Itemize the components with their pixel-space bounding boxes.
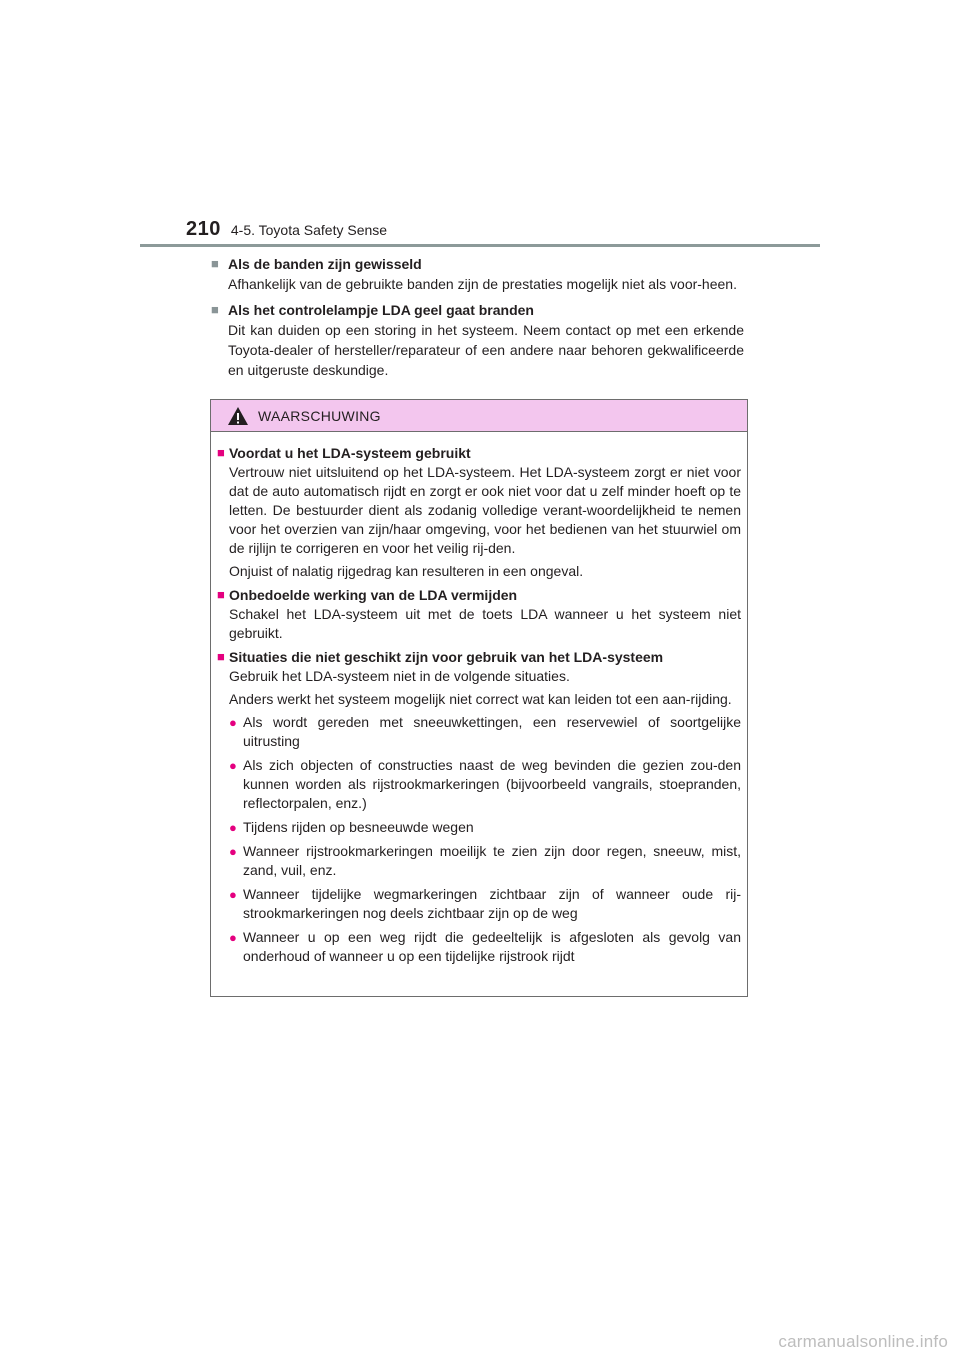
warning-label: WAARSCHUWING — [258, 407, 381, 424]
header-divider — [140, 244, 820, 247]
circle-bullet-icon: ● — [229, 930, 237, 945]
square-bullet-icon: ■ — [217, 445, 225, 460]
square-bullet-icon: ■ — [211, 256, 219, 271]
warning-paragraph: Anders werkt het systeem mogelijk niet correct wat kan leiden tot een aan-rijding. — [229, 691, 732, 707]
circle-bullet-icon: ● — [229, 887, 237, 902]
info-item — [211, 300, 744, 380]
section-title: 4-5. Toyota Safety Sense — [230, 222, 388, 238]
warning-header — [211, 400, 747, 432]
warning-paragraph: Onjuist of nalatig rijgedrag kan resulteren in een ongeval. — [229, 563, 584, 579]
warning-paragraph: Schakel het LDA-systeem uit met de toets LDA wanneer u het systeem niet gebruikt. — [229, 606, 741, 641]
warning-section-title: ■ Onbedoelde werking van de LDA vermijden — [217, 587, 518, 603]
warning-body — [211, 432, 747, 966]
info-item — [211, 254, 744, 294]
square-bullet-icon: ■ — [217, 587, 225, 602]
warning-section-title: ■ Voordat u het LDA-systeem gebruikt — [217, 445, 471, 461]
warning-paragraph: Vertrouw niet uitsluitend op het LDA-systeem. Het LDA-systeem zorgt er niet voor dat de auto automatisch rijdt en zorgt er ook niet voor dat u zelf minder hoeft op te letten. De bestuurder dient als zodanig volledige verant-woordelijkheid te nemen voor het overzien van zijn/haar omgeving, voor het bedienen van het stuurwiel om de rijlijn te corrigeren en voor het veilig rij-den. — [229, 464, 741, 556]
list-item: ● Tijdens rijden op besneeuwde wegen — [229, 819, 474, 835]
warning-section-title: ■ Situaties die niet geschikt zijn voor gebruik van het LDA-systeem — [217, 649, 664, 665]
main-content — [211, 254, 744, 386]
circle-bullet-icon: ● — [229, 758, 237, 773]
list-item: ● Wanneer tijdelijke wegmarkeringen zichtbaar zijn of wanneer oude rij-strookmarkeringen nog deels zichtbaar zijn op de weg — [229, 886, 741, 921]
warning-box — [210, 399, 748, 997]
item-title: Als het controlelampje LDA geel gaat branden — [228, 302, 534, 318]
item-body: Afhankelijk van de gebruikte banden zijn de prestaties mogelijk niet als voor-heen. — [228, 276, 737, 292]
item-body: Dit kan duiden op een storing in het systeem. Neem contact op met een erkende Toyota-dealer of hersteller/reparateur of een andere naar behoren gekwalificeerde en uitgeruste deskundige. — [228, 322, 744, 378]
circle-bullet-icon: ● — [229, 844, 237, 859]
square-bullet-icon: ■ — [211, 302, 219, 317]
circle-bullet-icon: ● — [229, 820, 237, 835]
list-item: ● Wanneer u op een weg rijdt die gedeeltelijk is afgesloten als gevolg van onderhoud of wanneer u op een tijdelijke rijstrook rijdt — [229, 929, 741, 964]
page-header — [186, 218, 387, 244]
list-item: ● Als zich objecten of constructies naast de weg bevinden die gezien zou-den kunnen worden als rijstrookmarkeringen (bijvoorbeeld vangrails, stoepranden, reflectorpalen, enz.) — [229, 757, 741, 811]
item-title: Als de banden zijn gewisseld — [228, 256, 422, 272]
square-bullet-icon: ■ — [217, 649, 225, 664]
watermark: carmanualsonline.info — [778, 1332, 948, 1351]
list-item: ● Wanneer rijstrookmarkeringen moeilijk te zien zijn door regen, sneeuw, mist, zand, vuil, enz. — [229, 843, 741, 878]
warning-paragraph: Gebruik het LDA-systeem niet in de volgende situaties. — [229, 668, 570, 684]
warning-triangle-icon — [227, 406, 249, 426]
circle-bullet-icon: ● — [229, 715, 237, 730]
list-item: ● Als wordt gereden met sneeuwkettingen, een reservewiel of soortgelijke uitrusting — [229, 714, 741, 749]
page-number: 210 — [186, 218, 221, 240]
